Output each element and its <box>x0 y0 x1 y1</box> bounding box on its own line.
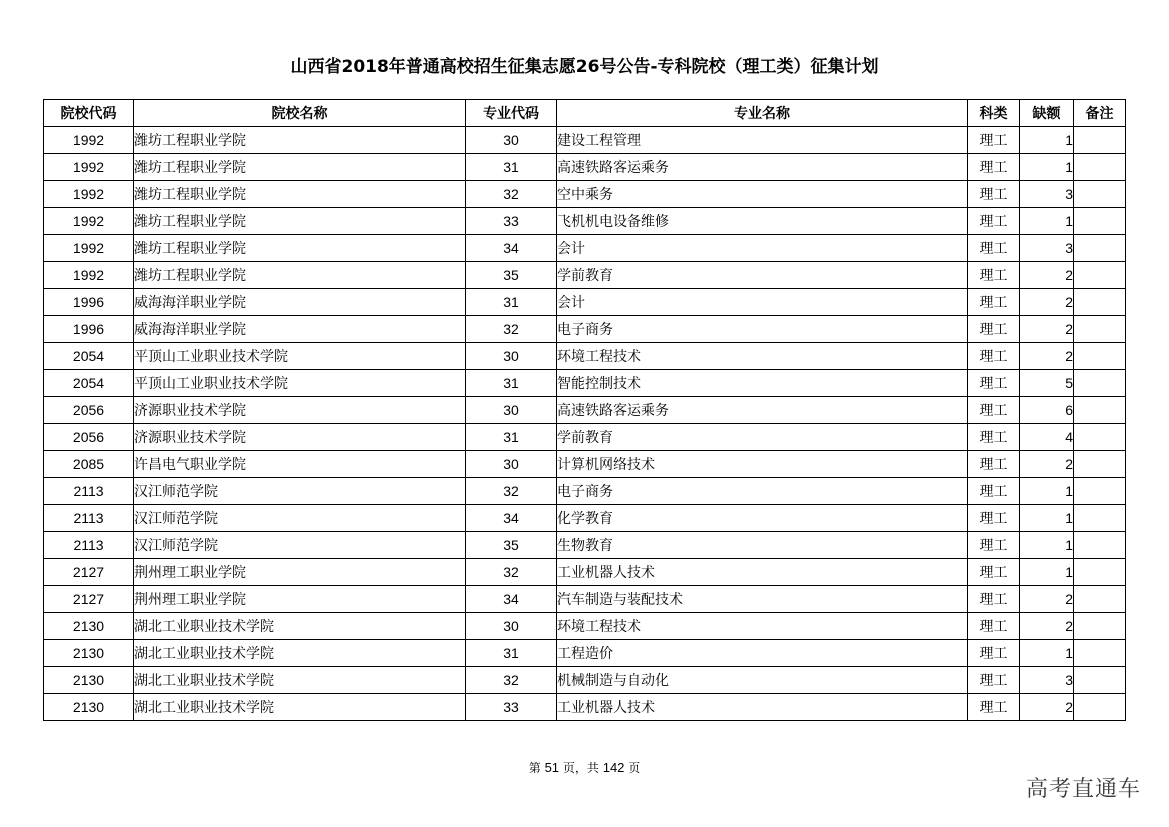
cell-category: 理工 <box>968 505 1020 532</box>
cell-school-name: 汉江师范学院 <box>134 478 466 505</box>
cell-category: 理工 <box>968 613 1020 640</box>
cell-note <box>1074 181 1126 208</box>
table-row <box>44 640 1126 667</box>
cell-note <box>1074 370 1126 397</box>
cell-category: 理工 <box>968 424 1020 451</box>
cell-school-code: 2127 <box>44 586 134 613</box>
cell-school-name: 荆州理工职业学院 <box>134 559 466 586</box>
footer-suffix: 页 <box>628 761 641 775</box>
cell-major-code: 31 <box>466 424 557 451</box>
cell-category: 理工 <box>968 667 1020 694</box>
cell-major-code: 32 <box>466 667 557 694</box>
table-row <box>44 262 1126 289</box>
cell-note <box>1074 235 1126 262</box>
cell-school-name: 威海海洋职业学院 <box>134 316 466 343</box>
cell-school-name: 平顶山工业职业技术学院 <box>134 343 466 370</box>
cell-vacancy: 5 <box>1020 370 1074 397</box>
cell-school-name: 平顶山工业职业技术学院 <box>134 370 466 397</box>
cell-major-name: 化学教育 <box>557 505 968 532</box>
cell-school-name: 湖北工业职业技术学院 <box>134 667 466 694</box>
cell-vacancy: 1 <box>1020 154 1074 181</box>
cell-major-code: 32 <box>466 316 557 343</box>
cell-major-code: 33 <box>466 694 557 721</box>
cell-vacancy: 2 <box>1020 289 1074 316</box>
cell-school-name: 潍坊工程职业学院 <box>134 208 466 235</box>
table-row <box>44 154 1126 181</box>
footer-page-number: 51 <box>544 760 560 775</box>
cell-school-code: 1992 <box>44 208 134 235</box>
cell-school-name: 潍坊工程职业学院 <box>134 181 466 208</box>
cell-vacancy: 1 <box>1020 559 1074 586</box>
cell-vacancy: 1 <box>1020 505 1074 532</box>
table-row <box>44 667 1126 694</box>
table-row <box>44 181 1126 208</box>
cell-school-code: 1992 <box>44 154 134 181</box>
cell-note <box>1074 559 1126 586</box>
table-row <box>44 370 1126 397</box>
cell-major-name: 生物教育 <box>557 532 968 559</box>
cell-school-name: 许昌电气职业学院 <box>134 451 466 478</box>
cell-school-code: 2054 <box>44 343 134 370</box>
cell-major-name: 高速铁路客运乘务 <box>557 154 968 181</box>
cell-major-code: 31 <box>466 640 557 667</box>
cell-major-name: 环境工程技术 <box>557 613 968 640</box>
page-footer <box>0 759 1169 776</box>
cell-school-code: 2130 <box>44 694 134 721</box>
cell-note <box>1074 694 1126 721</box>
cell-vacancy: 1 <box>1020 532 1074 559</box>
cell-school-code: 1996 <box>44 289 134 316</box>
cell-major-name: 建设工程管理 <box>557 127 968 154</box>
cell-major-name: 学前教育 <box>557 424 968 451</box>
table-row <box>44 559 1126 586</box>
cell-school-name: 荆州理工职业学院 <box>134 586 466 613</box>
col-header-vacancy: 缺额 <box>1020 100 1074 127</box>
cell-school-code: 1992 <box>44 235 134 262</box>
cell-note <box>1074 397 1126 424</box>
cell-note <box>1074 316 1126 343</box>
cell-major-code: 30 <box>466 343 557 370</box>
footer-total-pages: 142 <box>602 760 625 775</box>
cell-major-code: 30 <box>466 613 557 640</box>
cell-major-code: 30 <box>466 127 557 154</box>
cell-note <box>1074 451 1126 478</box>
table-row <box>44 316 1126 343</box>
cell-major-code: 31 <box>466 154 557 181</box>
cell-category: 理工 <box>968 451 1020 478</box>
cell-category: 理工 <box>968 694 1020 721</box>
cell-major-code: 34 <box>466 586 557 613</box>
table-row <box>44 505 1126 532</box>
cell-school-code: 2056 <box>44 397 134 424</box>
cell-vacancy: 2 <box>1020 586 1074 613</box>
col-header-school-name: 院校名称 <box>134 100 466 127</box>
table-row <box>44 478 1126 505</box>
cell-note <box>1074 478 1126 505</box>
cell-vacancy: 2 <box>1020 451 1074 478</box>
cell-school-name: 汉江师范学院 <box>134 505 466 532</box>
cell-school-code: 1992 <box>44 262 134 289</box>
cell-vacancy: 2 <box>1020 316 1074 343</box>
cell-school-name: 湖北工业职业技术学院 <box>134 694 466 721</box>
cell-school-code: 2056 <box>44 424 134 451</box>
enrollment-table <box>43 99 1126 721</box>
cell-major-code: 32 <box>466 478 557 505</box>
cell-school-code: 2130 <box>44 613 134 640</box>
cell-category: 理工 <box>968 127 1020 154</box>
cell-major-code: 34 <box>466 235 557 262</box>
cell-major-code: 35 <box>466 262 557 289</box>
table-row <box>44 289 1126 316</box>
cell-note <box>1074 532 1126 559</box>
cell-school-code: 2085 <box>44 451 134 478</box>
cell-major-name: 工业机器人技术 <box>557 559 968 586</box>
cell-school-code: 1992 <box>44 181 134 208</box>
cell-category: 理工 <box>968 478 1020 505</box>
cell-school-code: 2054 <box>44 370 134 397</box>
table-row <box>44 613 1126 640</box>
cell-major-name: 计算机网络技术 <box>557 451 968 478</box>
cell-major-code: 35 <box>466 532 557 559</box>
footer-middle: 页，共 <box>562 761 599 775</box>
cell-school-code: 2130 <box>44 667 134 694</box>
watermark: 高考直通车 <box>1025 777 1141 802</box>
cell-category: 理工 <box>968 181 1020 208</box>
cell-vacancy: 2 <box>1020 613 1074 640</box>
cell-category: 理工 <box>968 154 1020 181</box>
cell-category: 理工 <box>968 586 1020 613</box>
cell-note <box>1074 127 1126 154</box>
table-row <box>44 694 1126 721</box>
col-header-note: 备注 <box>1074 100 1126 127</box>
cell-school-code: 1992 <box>44 127 134 154</box>
col-header-major-name: 专业名称 <box>557 100 968 127</box>
table-row <box>44 397 1126 424</box>
cell-school-name: 潍坊工程职业学院 <box>134 127 466 154</box>
cell-major-name: 工程造价 <box>557 640 968 667</box>
cell-school-name: 湖北工业职业技术学院 <box>134 613 466 640</box>
cell-note <box>1074 424 1126 451</box>
cell-school-name: 潍坊工程职业学院 <box>134 235 466 262</box>
cell-vacancy: 2 <box>1020 694 1074 721</box>
cell-school-code: 2113 <box>44 478 134 505</box>
col-header-major-code: 专业代码 <box>466 100 557 127</box>
cell-school-code: 1996 <box>44 316 134 343</box>
table-row <box>44 208 1126 235</box>
col-header-school-code: 院校代码 <box>44 100 134 127</box>
cell-category: 理工 <box>968 235 1020 262</box>
cell-vacancy: 2 <box>1020 262 1074 289</box>
cell-major-name: 环境工程技术 <box>557 343 968 370</box>
cell-note <box>1074 208 1126 235</box>
cell-vacancy: 6 <box>1020 397 1074 424</box>
cell-category: 理工 <box>968 370 1020 397</box>
cell-school-name: 潍坊工程职业学院 <box>134 154 466 181</box>
cell-major-code: 34 <box>466 505 557 532</box>
cell-major-name: 汽车制造与装配技术 <box>557 586 968 613</box>
cell-major-code: 32 <box>466 181 557 208</box>
cell-major-name: 工业机器人技术 <box>557 694 968 721</box>
cell-major-name: 会计 <box>557 289 968 316</box>
cell-category: 理工 <box>968 208 1020 235</box>
table-row <box>44 127 1126 154</box>
cell-note <box>1074 667 1126 694</box>
cell-school-name: 汉江师范学院 <box>134 532 466 559</box>
cell-school-name: 济源职业技术学院 <box>134 424 466 451</box>
cell-major-code: 31 <box>466 370 557 397</box>
table-row <box>44 532 1126 559</box>
cell-major-name: 电子商务 <box>557 478 968 505</box>
cell-note <box>1074 289 1126 316</box>
cell-school-name: 潍坊工程职业学院 <box>134 262 466 289</box>
cell-note <box>1074 613 1126 640</box>
cell-school-name: 湖北工业职业技术学院 <box>134 640 466 667</box>
cell-major-code: 30 <box>466 451 557 478</box>
cell-category: 理工 <box>968 289 1020 316</box>
cell-category: 理工 <box>968 343 1020 370</box>
table-row <box>44 343 1126 370</box>
cell-note <box>1074 505 1126 532</box>
cell-school-name: 威海海洋职业学院 <box>134 289 466 316</box>
cell-school-code: 2113 <box>44 505 134 532</box>
cell-vacancy: 1 <box>1020 478 1074 505</box>
cell-school-name: 济源职业技术学院 <box>134 397 466 424</box>
cell-major-name: 高速铁路客运乘务 <box>557 397 968 424</box>
cell-category: 理工 <box>968 532 1020 559</box>
cell-note <box>1074 154 1126 181</box>
cell-major-code: 33 <box>466 208 557 235</box>
cell-note <box>1074 343 1126 370</box>
cell-major-name: 智能控制技术 <box>557 370 968 397</box>
table-row <box>44 451 1126 478</box>
cell-vacancy: 4 <box>1020 424 1074 451</box>
cell-major-name: 会计 <box>557 235 968 262</box>
cell-note <box>1074 586 1126 613</box>
cell-category: 理工 <box>968 262 1020 289</box>
cell-vacancy: 3 <box>1020 181 1074 208</box>
table-row <box>44 586 1126 613</box>
cell-vacancy: 1 <box>1020 127 1074 154</box>
footer-prefix: 第 <box>528 761 541 775</box>
page-title: 山西省2018年普通高校招生征集志愿26号公告-专科院校（理工类）征集计划 <box>290 57 879 77</box>
cell-vacancy: 3 <box>1020 667 1074 694</box>
table-row <box>44 424 1126 451</box>
cell-school-code: 2127 <box>44 559 134 586</box>
cell-category: 理工 <box>968 559 1020 586</box>
cell-category: 理工 <box>968 640 1020 667</box>
cell-category: 理工 <box>968 397 1020 424</box>
cell-school-code: 2130 <box>44 640 134 667</box>
cell-school-code: 2113 <box>44 532 134 559</box>
cell-vacancy: 3 <box>1020 235 1074 262</box>
cell-major-name: 机械制造与自动化 <box>557 667 968 694</box>
cell-major-code: 32 <box>466 559 557 586</box>
col-header-category: 科类 <box>968 100 1020 127</box>
cell-note <box>1074 640 1126 667</box>
cell-major-name: 飞机机电设备维修 <box>557 208 968 235</box>
cell-major-name: 学前教育 <box>557 262 968 289</box>
cell-vacancy: 1 <box>1020 640 1074 667</box>
cell-major-code: 31 <box>466 289 557 316</box>
cell-category: 理工 <box>968 316 1020 343</box>
cell-vacancy: 1 <box>1020 208 1074 235</box>
cell-major-name: 空中乘务 <box>557 181 968 208</box>
cell-major-code: 30 <box>466 397 557 424</box>
cell-note <box>1074 262 1126 289</box>
cell-major-name: 电子商务 <box>557 316 968 343</box>
table-header-row <box>44 100 1126 127</box>
cell-vacancy: 2 <box>1020 343 1074 370</box>
table-row <box>44 235 1126 262</box>
